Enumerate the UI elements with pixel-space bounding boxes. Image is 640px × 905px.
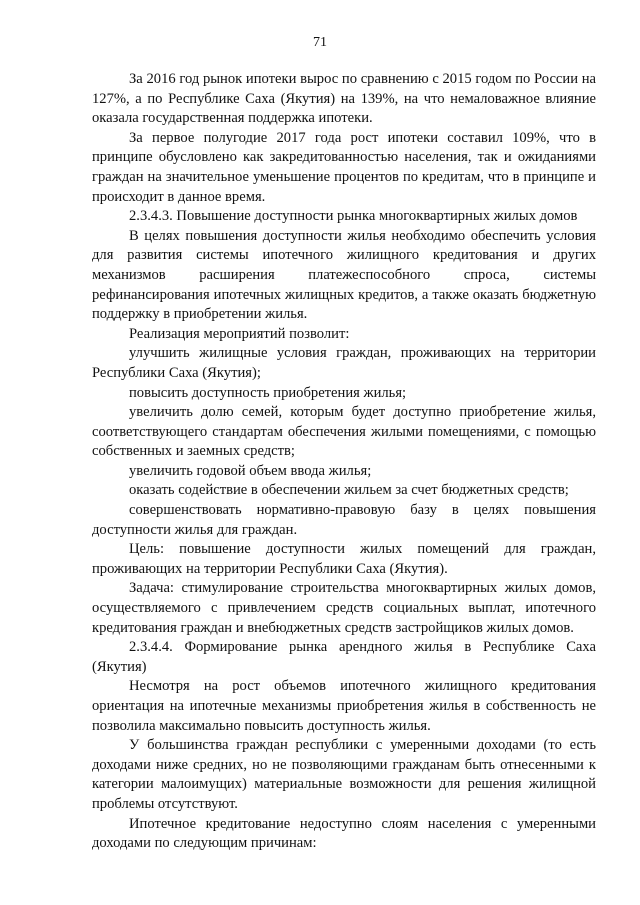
list-item-budget-assistance: оказать содействие в обеспечении жильем за счет бюджетных средств; — [129, 482, 569, 499]
paragraph-mortgage-unavailable: Ипотечное кредитование недоступно слоям населения с умеренными доходами по следующим причинам: — [92, 815, 596, 852]
paragraph-mortgage-growth-2016: За 2016 год рынок ипотеки вырос по сравнению с 2015 годом по России на 127%, а по Республике Саха (Якутия) на 139%, на что немаловажное влияние оказала государственная поддержка ипотеки. — [92, 71, 596, 127]
list-item-increase-volume: увеличить годовой объем ввода жилья; — [129, 462, 372, 479]
section-heading-2-3-4-4: 2.3.4.4. Формирование рынка арендного жилья в Республике Саха (Якутия) — [92, 639, 596, 675]
document-body — [92, 70, 596, 854]
list-item-increase-availability: повысить доступность приобретения жилья; — [129, 384, 407, 401]
paragraph-housing-availability-goals: В целях повышения доступности жилья необходимо обеспечить условия для развития системы ипотечного жилищного кредитования и других механизмов расширения платежеспособного спроса, системы рефинансирования ипотечных жилищных кредитов, а также оказать бюджетную поддержку в приобретении жилья. — [92, 227, 596, 323]
list-item-increase-family-share: увеличить долю семей, которым будет доступно приобретение жилья, соответствующего стандартам обеспечения жилыми помещениями, с помощью собственных и заемных средств; — [92, 404, 596, 460]
paragraph-task: Задача: стимулирование строительства многоквартирных жилых домов, осуществляемого с привлечением средств социальных выплат, ипотечного кредитования граждан и внебюджетных средств застройщиков жилых домов. — [92, 580, 596, 636]
paragraph-measures-intro: Реализация мероприятий позволит: — [129, 325, 350, 342]
paragraph-goal: Цель: повышение доступности жилых помещений для граждан, проживающих на территории Республики Саха (Якутия). — [92, 541, 596, 577]
paragraph-mortgage-orientation: Несмотря на рост объемов ипотечного жилищного кредитования ориентация на ипотечные механизмы приобретения жилья в собственность не позволила максимально повысить доступность жилья. — [92, 678, 596, 734]
list-item-improve-conditions: улучшить жилищные условия граждан, проживающих на территории Республики Саха (Якутия); — [92, 345, 596, 381]
list-item-improve-legal-base: совершенствовать нормативно-правовую базу в целях повышения доступности жилья для граждан. — [92, 502, 596, 538]
page-number: 71 — [313, 35, 327, 50]
paragraph-moderate-income: У большинства граждан республики с умеренными доходами (то есть доходами ниже средних, но не позволяющими гражданам быть отнесенными к категории малоимущих) материальные возможности для решения жилищной проблемы отсутствуют. — [92, 737, 596, 812]
paragraph-mortgage-growth-2017: За первое полугодие 2017 года рост ипотеки составил 109%, что в принципе обусловлено как закредитованностью населения, так и ожиданиями граждан на значительное уменьшение процентов по кредитам, что в принципе и происходит в данное время. — [92, 129, 596, 205]
section-heading-2-3-4-3: 2.3.4.3. Повышение доступности рынка многоквартирных жилых домов — [129, 208, 578, 225]
